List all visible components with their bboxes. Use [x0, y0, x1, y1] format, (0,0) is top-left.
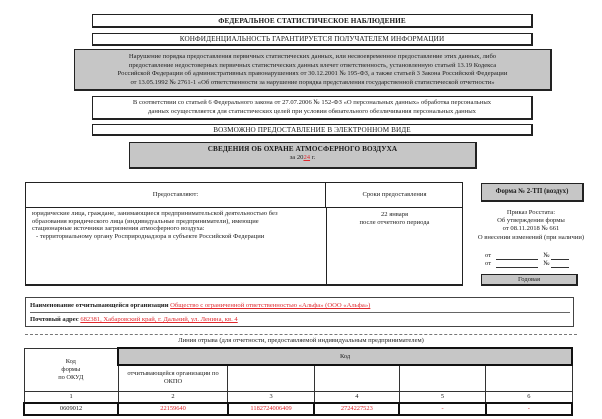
- code-field-3[interactable]: 1182724006409: [228, 403, 314, 415]
- code-subheader-6: [486, 365, 572, 391]
- column-number-row: [24, 391, 572, 403]
- cut-line: [25, 334, 577, 335]
- confidentiality-text: КОНФИДЕНЦИАЛЬНОСТЬ ГАРАНТИРУЕТСЯ ПОЛУЧАТЕЛЕМ ИНФОРМАЦИИ: [179, 35, 445, 43]
- column-number: 4: [314, 391, 399, 403]
- deadline-header-text: Сроки предоставления: [362, 191, 427, 198]
- okud-header-line: по ОКУД: [58, 373, 84, 381]
- form-number-box: [481, 183, 584, 202]
- organization-block: [25, 297, 574, 327]
- personal-data-line: В соответствии со статьей 6 Федерального закона от 27.07.2006 № 152-ФЗ «О персональных данных» обработка персональных: [132, 99, 492, 106]
- periodicity-text: Годовая: [518, 276, 540, 283]
- warning-line: предоставление недостоверных первичных статистических данных влечет ответственность, установленную статьей 13.19 Кодекса: [128, 61, 497, 69]
- report-title-block: [129, 142, 477, 169]
- year-suffix: г.: [311, 154, 316, 161]
- warning-line: Нарушение порядка предоставления первичных статистических данных, или несвоевременное предоставление этих данных, либо: [128, 53, 497, 60]
- form-number-text: Форма № 2-ТП (воздух): [495, 188, 569, 195]
- organization-name-label: Наименование отчитывающейся организации: [30, 302, 169, 309]
- codes-value-row: [24, 403, 572, 415]
- codes-table: [23, 347, 573, 416]
- order-line: от 08.11.2018 № 661: [502, 225, 560, 233]
- amendment-number-field-1[interactable]: [551, 252, 569, 260]
- providers-line: образования юридического лица (индивидуальные предприниматели), имеющие: [32, 217, 259, 225]
- year-value[interactable]: 24: [303, 154, 311, 161]
- report-period: [130, 154, 475, 163]
- column-number: 3: [228, 391, 314, 403]
- postal-address-label: Почтовый адрес: [30, 316, 79, 323]
- order-line: Об утверждении формы: [497, 217, 565, 225]
- amendment-row-2: [485, 260, 595, 268]
- postal-address-row: [30, 314, 570, 326]
- okpo-code-field[interactable]: 22159640: [118, 403, 228, 415]
- code-group-header-text: Код: [339, 352, 351, 360]
- federal-observation-title: [92, 14, 533, 28]
- amendment-date-field-2[interactable]: [496, 260, 538, 268]
- report-title: СВЕДЕНИЯ ОБ ОХРАНЕ АТМОСФЕРНОГО ВОЗДУХА: [207, 145, 398, 153]
- order-line: О внесении изменений (при наличии): [477, 233, 585, 241]
- column-number: 6: [486, 391, 572, 403]
- amendment-row-1: [485, 252, 595, 260]
- from-label: от: [485, 252, 492, 259]
- number-label: №: [543, 260, 550, 267]
- postal-address-field[interactable]: 682381, Хабаровский край, г. Дальний, ул. Ленина, кв. 4: [80, 316, 238, 323]
- deadline-header: [326, 183, 463, 208]
- code-field-5[interactable]: -: [399, 403, 485, 415]
- order-line: Приказ Росстата:: [506, 209, 556, 216]
- providers-header-text: Предоставляют:: [152, 191, 199, 198]
- confidentiality-banner: [92, 33, 533, 46]
- periodicity-box: [481, 274, 578, 286]
- electronic-submission-text: ВОЗМОЖНО ПРЕДОСТАВЛЕНИЕ В ЭЛЕКТРОННОМ ВИДЕ: [213, 126, 411, 134]
- warning-line: от 13.05.1992 № 2761-1 «Об ответственности за нарушение порядка представления государственной статистической отчетности»: [130, 78, 495, 86]
- code-subheader-4: [314, 365, 399, 391]
- cut-line-text: Линия отрыва (для отчетности, предоставляемой индивидуальным предпринимателем): [178, 337, 424, 344]
- okud-header: [24, 348, 118, 391]
- code-field-4[interactable]: 2724227523: [314, 403, 399, 415]
- organization-name-row: [30, 300, 570, 313]
- amendment-number-field-2[interactable]: [551, 260, 569, 268]
- okud-header-line: Код: [65, 357, 76, 365]
- order-info: [460, 209, 602, 242]
- electronic-submission-banner: [92, 124, 533, 136]
- code-subheader-3: [228, 365, 314, 391]
- number-label: №: [543, 252, 550, 259]
- providers-bullet: - территориальному органу Росприроднадзора в субъекте Российской Федерации: [36, 232, 265, 240]
- column-number: 5: [399, 391, 485, 403]
- column-number: 1: [24, 391, 118, 403]
- cut-line-caption: [25, 336, 577, 345]
- okpo-header: отчитывающейся организации по ОКПО: [118, 365, 228, 391]
- providers-body: [32, 210, 324, 240]
- providers-header: [26, 183, 326, 208]
- providers-line: юридические лица, граждане, занимающиеся предпринимательской деятельностью без: [32, 210, 278, 217]
- code-group-header: [118, 348, 572, 365]
- warning-line: Российской Федерации об административных правонарушениях от 30.12.2001 № 195-ФЗ, а также статьей 3 Закона Российской Федерации: [117, 70, 508, 78]
- amendment-date-field-1[interactable]: [496, 252, 538, 260]
- organization-name-field[interactable]: Общество с ограниченной ответственностью «Альфа» (ООО «Альфа»): [170, 302, 371, 309]
- personal-data-line: данных осуществляется для статистических целей при условии обязательного обезличивания персональных данных: [148, 107, 476, 115]
- deadline-line: 22 января: [380, 211, 409, 218]
- deadline-line: после отчетного периода: [359, 219, 430, 227]
- code-subheader-5: [399, 365, 485, 391]
- code-field-6[interactable]: -: [486, 403, 572, 415]
- liability-warning: [74, 49, 552, 91]
- providers-table: [25, 182, 463, 286]
- deadline-body: [326, 211, 463, 227]
- okud-code-value: 0609012: [24, 403, 118, 415]
- providers-line: стационарные источники загрязнения атмосферного воздуха:: [32, 225, 205, 233]
- year-prefix: за 20: [289, 154, 304, 161]
- from-label: от: [485, 260, 492, 267]
- federal-observation-title-text: ФЕДЕРАЛЬНОЕ СТАТИСТИЧЕСКОЕ НАБЛЮДЕНИЕ: [218, 17, 406, 25]
- column-number: 2: [118, 391, 228, 403]
- personal-data-notice: [92, 96, 533, 120]
- okud-header-line: формы: [61, 365, 81, 373]
